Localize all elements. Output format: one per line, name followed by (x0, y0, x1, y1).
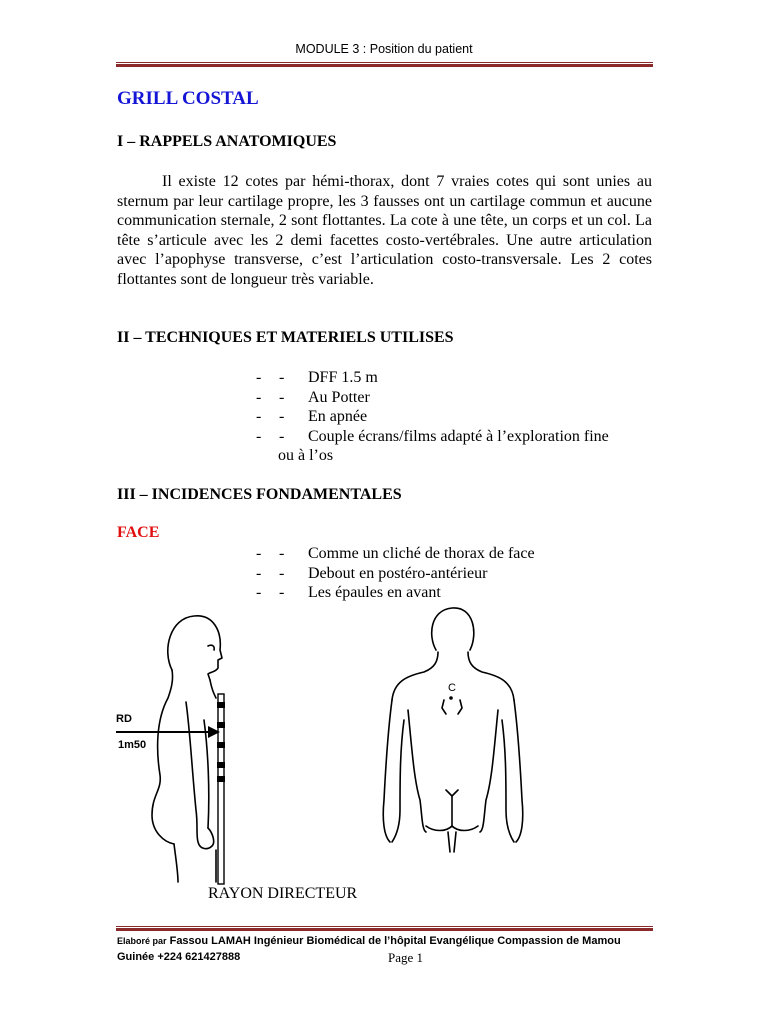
list-item: - - Couple écrans/films adapté à l’exploration fine ou à l’os (256, 427, 609, 464)
header-rule (116, 62, 653, 67)
list-item: - - Comme un cliché de thorax de face (256, 545, 535, 562)
section-heading-rappels: I – RAPPELS ANATOMIQUES (117, 133, 337, 150)
list-item: - - Les épaules en avant (256, 584, 441, 601)
incidences-list (256, 544, 653, 603)
center-label: C (448, 682, 456, 694)
face-subheading: FACE (117, 524, 160, 541)
list-item: - - En apnée (256, 408, 368, 425)
distance-label: 1m50 (118, 739, 147, 751)
footer-credit (117, 935, 621, 947)
rd-label: RD (116, 713, 132, 725)
footer-rule (116, 926, 653, 931)
document-title: GRILL COSTAL (117, 88, 259, 109)
footer-prefix: Elaboré par (117, 936, 167, 946)
list-item: - - DFF 1.5 m (256, 369, 378, 386)
section-heading-techniques: II – TECHNIQUES ET MATERIELS UTILISES (117, 329, 454, 346)
footer-author: Fassou LAMAH Ingénieur Biomédical de l’hôpital Evangélique Compassion de Mamou (169, 935, 621, 947)
list-item: - - Debout en postéro-antérieur (256, 564, 488, 582)
running-header: MODULE 3 : Position du patient (295, 42, 473, 56)
back-view-patient-illustration (378, 600, 528, 860)
footer-contact: Guinée +224 621427888 (117, 951, 241, 963)
figure-caption: RAYON DIRECTEUR (208, 885, 358, 902)
techniques-list (256, 368, 653, 466)
list-item: - - Au Potter (256, 388, 370, 406)
rappels-paragraph: Il existe 12 cotes par hémi-thorax, dont 7 vraies cotes qui sont unies au sternum par leur cartilage propre, les 3 fausses ont un cartilage commun et aucune communication sternale, 2 sont flottantes. La cote à une tête, un corps et un col. La tête s’articule avec les 2 demi facettes costo-vertébrales. Une autre articulation avec l’apophyse transverse, c’est l’articulation costo-transversale. Les 2 cotes flottantes sont de longueur très variable. (117, 173, 652, 288)
section-heading-incidences: III – INCIDENCES FONDAMENTALES (117, 486, 402, 503)
page-number: Page 1 (388, 950, 424, 965)
